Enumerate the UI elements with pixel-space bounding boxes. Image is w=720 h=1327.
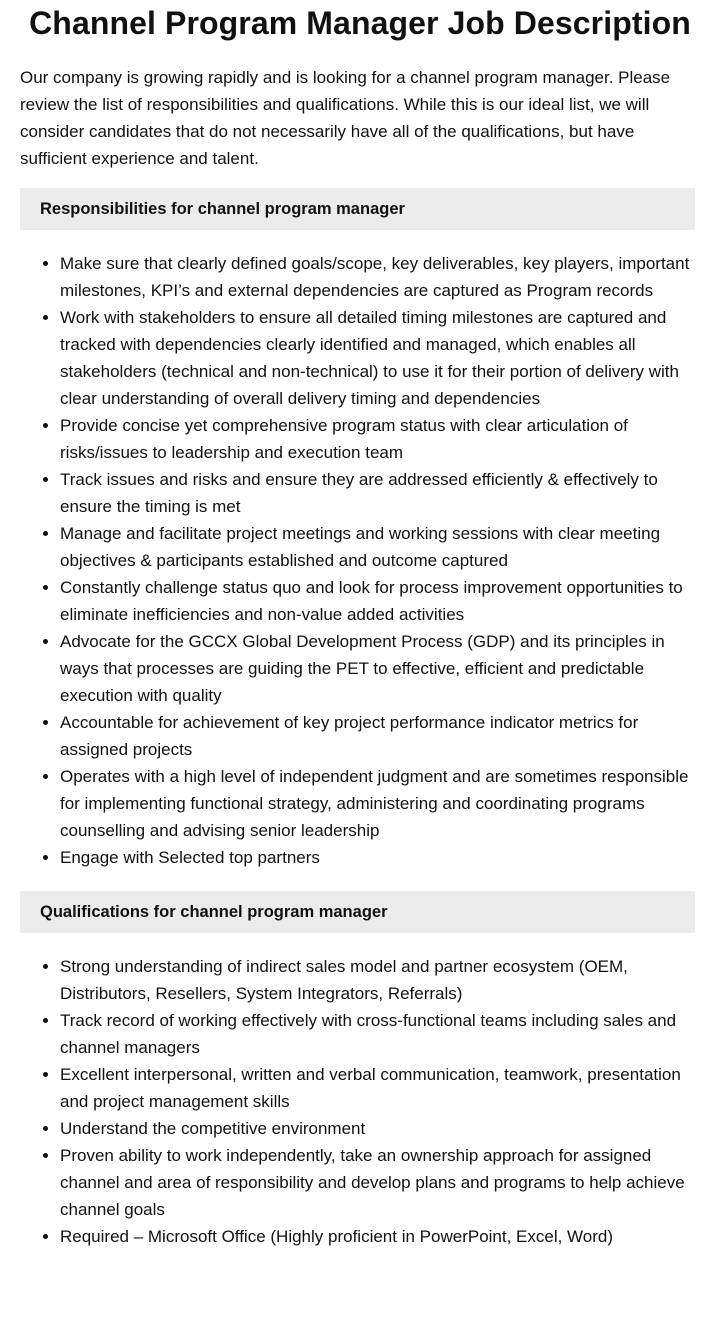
intro-paragraph: Our company is growing rapidly and is looking for a channel program manager. Please review the list of responsibilities and qualifications. While this is our ideal list, we will consider candidates that do not necessarily have all of the qualifications, but have sufficient experience and talent. xyxy=(20,68,671,168)
list-item: • Provide concise yet comprehensive program status with clear articulation of risks/issues to leadership and execution team xyxy=(60,412,700,466)
qualifications-heading: Qualifications for channel program manager xyxy=(20,891,695,933)
list-item: • Make sure that clearly defined goals/scope, key deliverables, key players, important milestones, KPI’s and external dependencies are captured as Program records xyxy=(60,250,700,304)
list-item: • Excellent interpersonal, written and verbal communication, teamwork, presentation and project management skills xyxy=(60,1061,700,1115)
list-item: • Engage with Selected top partners xyxy=(60,844,700,871)
list-item: • Accountable for achievement of key project performance indicator metrics for assigned projects xyxy=(60,709,700,763)
list-item: • Manage and facilitate project meetings and working sessions with clear meeting objectives & participants established and outcome captured xyxy=(60,520,700,574)
list-item: • Work with stakeholders to ensure all detailed timing milestones are captured and tracked with dependencies clearly identified and managed, which enables all stakeholders (technical and non-technical) to use it for their portion of delivery with clear understanding of overall delivery timing and dependencies xyxy=(60,304,700,412)
list-item: • Required – Microsoft Office (Highly proficient in PowerPoint, Excel, Word) xyxy=(60,1223,700,1250)
page-title: Channel Program Manager Job Description xyxy=(29,5,691,41)
list-item: • Understand the competitive environment xyxy=(60,1115,700,1142)
list-item: • Track issues and risks and ensure they are addressed efficiently & effectively to ensure the timing is met xyxy=(60,466,700,520)
responsibilities-heading: Responsibilities for channel program manager xyxy=(20,188,695,230)
responsibilities-list xyxy=(20,250,700,871)
list-item: • Constantly challenge status quo and look for process improvement opportunities to eliminate inefficiencies and non-value added activities xyxy=(60,574,700,628)
qualifications-list xyxy=(20,953,700,1250)
list-item: • Advocate for the GCCX Global Development Process (GDP) and its principles in ways that processes are guiding the PET to effective, efficient and predictable execution with quality xyxy=(60,628,700,709)
list-item: • Strong understanding of indirect sales model and partner ecosystem (OEM, Distributors, Resellers, System Integrators, Referrals) xyxy=(60,953,700,1007)
list-item: • Proven ability to work independently, take an ownership approach for assigned channel and area of responsibility and develop plans and programs to help achieve channel goals xyxy=(60,1142,700,1223)
list-item: • Track record of working effectively with cross-functional teams including sales and channel managers xyxy=(60,1007,700,1061)
list-item: • Operates with a high level of independent judgment and are sometimes responsible for implementing functional strategy, administering and coordinating programs counselling and advising senior leadership xyxy=(60,763,700,844)
